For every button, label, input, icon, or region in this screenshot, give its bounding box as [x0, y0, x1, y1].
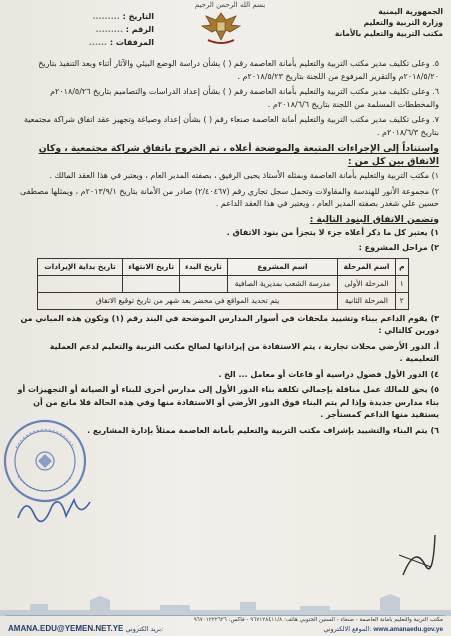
signature-mark-icon: [14, 488, 94, 528]
table-row: [38, 275, 409, 292]
term-4: ٤) الدور الأول فصول دراسية أو قاعات أو معامل ... الخ .: [218, 369, 439, 379]
project-phases-table: [37, 258, 409, 310]
term-3a: أ. الدور الأرضي محلات تجارية ، يتم الاستفادة من إيراداتها لصالح مكتب التربية والتعليم لدعم العملية التعليمية .: [49, 341, 439, 363]
col-start: تاريخ البدء: [180, 258, 227, 275]
website-label: الموقع الالكتروني:: [323, 625, 372, 633]
basmala: بسم الله الرحمن الرحيم: [194, 1, 266, 9]
footer-email: [8, 624, 163, 633]
clause-6: ٦. وعلى تكليف مدير مكتب التربية والتعليم بأمانة العاصمة رقم ( ) بشأن إعداد الدراسات والتصاميم بتاريخ ٢٠١٨/٥/٢٦م والمخططات المسلمة من اللجنة بتاريخ ٢٠١٨/٦/٦م .: [50, 87, 439, 109]
cell-end: [123, 275, 180, 292]
cell-start: [180, 275, 227, 292]
clause-7: ٧. وعلى تكليف مدير مكتب التربية والتعليم أمانة العاصمة صنعاء رقم ( ) بشأن إعداد وصياغة وتجهيز عقد اتفاق شراكة مجتمعية بتاريخ ٢٠١٨/٦/٣م .: [23, 115, 439, 137]
sanaa-skyline-icon: [0, 594, 451, 616]
col-end: تاريخ الانتهاء: [123, 258, 180, 275]
document-body: [14, 58, 439, 440]
cell-num: ١: [395, 275, 408, 292]
col-revenue: تاريخ بداية الإيرادات: [38, 258, 123, 275]
clause-5: ٥. وعلى تكليف مدير مكتب التربية والتعليم بأمانة العاصمة رقم ( ) بشأن دراسة الوضع البيئي والآثار أثناء وبعد التنفيذ بتاريخ ٢٠١٨/٥/٢٠م والتقرير المرفوع من اللجنة بتاريخ ٢٠١٨/٥/٢٣م .: [38, 59, 439, 81]
handwritten-initials-icon: [395, 525, 440, 585]
term-2: ٢) مراحل المشروع :: [358, 243, 439, 252]
republic-emblem-eagle-icon: [200, 10, 242, 46]
reference-block: التاريخ : ......... الرقم : ......... المرفقات : ......: [88, 12, 154, 47]
table-header-row: [38, 258, 409, 275]
footer-address: مكتب التربية والتعليم بأمانة العاصمة - صنعاء - السنين الجنوبي هاتف: ٩٦٧١٢٨٤١١/٨ - فاكس: ٩٦٧٠١٢٢٢٦٢٦: [193, 617, 443, 623]
cell-phase: المرحلة الأولى: [338, 275, 395, 292]
date-label: التاريخ :: [122, 12, 154, 21]
agreement-basis-heading: واستناداً إلى الإجراءات المتبعة والموضحة أعلاه ، تم الخروج باتفاق شراكة مجتمعية ، وكان الاتفاق بين كل من :: [38, 143, 439, 167]
term-1: ١) يعتبر كل ما ذكر أعلاه جزء لا يتجزأ من بنود الاتفاق .: [226, 227, 439, 237]
ministry-header: [328, 6, 443, 39]
col-num: م: [395, 258, 408, 275]
col-project: اسم المشروع: [227, 258, 338, 275]
cell-merged-note: يتم تحديد المواقع في محضر بعد شهر من تاريخ توقيع الاتفاق: [38, 292, 338, 309]
footer-website: [323, 625, 443, 633]
term-6: ٦) يتم البناء والتشييد بإشراف مكتب التربية والتعليم بأمانة العاصمة ممثلاً بإدارة المشاريع .: [87, 425, 439, 435]
term-3: ٣) يقوم الداعم ببناء وتشييد ملحقات في أسوار المدارس الموضحة في البند رقم (١) وتكون هذه المباني من دورين كالتالي :: [20, 313, 439, 335]
attachments-label: المرفقات :: [109, 38, 154, 47]
party-owner: ١) مكتب التربية والتعليم بأمانة العاصمة وبمثله الأستاذ يحيى الرفيق ، بصفته المدير العام ، ويعتبر في هذا العقد المالك .: [49, 171, 439, 180]
number-label: الرقم :: [125, 25, 154, 34]
party-supporter: ٢) مجموعة الأنور للهندسة والمقاولات وتحمل سجل تجاري رقم (٢/٤٠٤٦٧) صادر من الأمانة بتاريخ ٢٠١٣/٩/١م ، ويمثلها مصطفى حسين علي شغدر بصفته المدير العام ، ويعتبر في هذا العقد الداعم .: [20, 186, 439, 208]
header-line-office: مكتب التربية والتعليم بالأمانة: [334, 29, 443, 38]
cell-phase: المرحلة الثانية: [338, 292, 395, 309]
email-label: بريد الكتروني:: [125, 625, 164, 633]
terms-title: وتضمن الاتفاق البنود التالية :: [309, 214, 439, 225]
col-phase: اسم المرحلة: [338, 258, 395, 275]
cell-num: ٢: [395, 292, 408, 309]
header-line-country: الجمهورية اليمنية: [378, 7, 443, 16]
term-5: ٥) يحق للمالك عمل مناقلة بإجمالي تكلفة بناء الدور الأول إلى مدارس أخرى للبناء أو الصيانة أو التجهيزات أو بناء مدارس جديدة وإذا لم يتم البناء فوق الدور الأرضي أو الاستفادة منها وفي هذه الحالة فلا مانع من أن يستفيد منها الداعم كمستأجر .: [17, 385, 439, 419]
letterhead-footer: [0, 594, 451, 636]
email-address: AMANA.EDU@YEMEN.NET.YE: [8, 624, 124, 633]
cell-revenue: [38, 275, 123, 292]
cell-project: مدرسة الشعب بمديرية الصافية: [227, 275, 338, 292]
table-row: [38, 292, 409, 309]
header-line-ministry: وزارة التربية والتعليم: [363, 18, 443, 27]
website-url: www.amanaedu.gov.ye: [373, 626, 443, 633]
